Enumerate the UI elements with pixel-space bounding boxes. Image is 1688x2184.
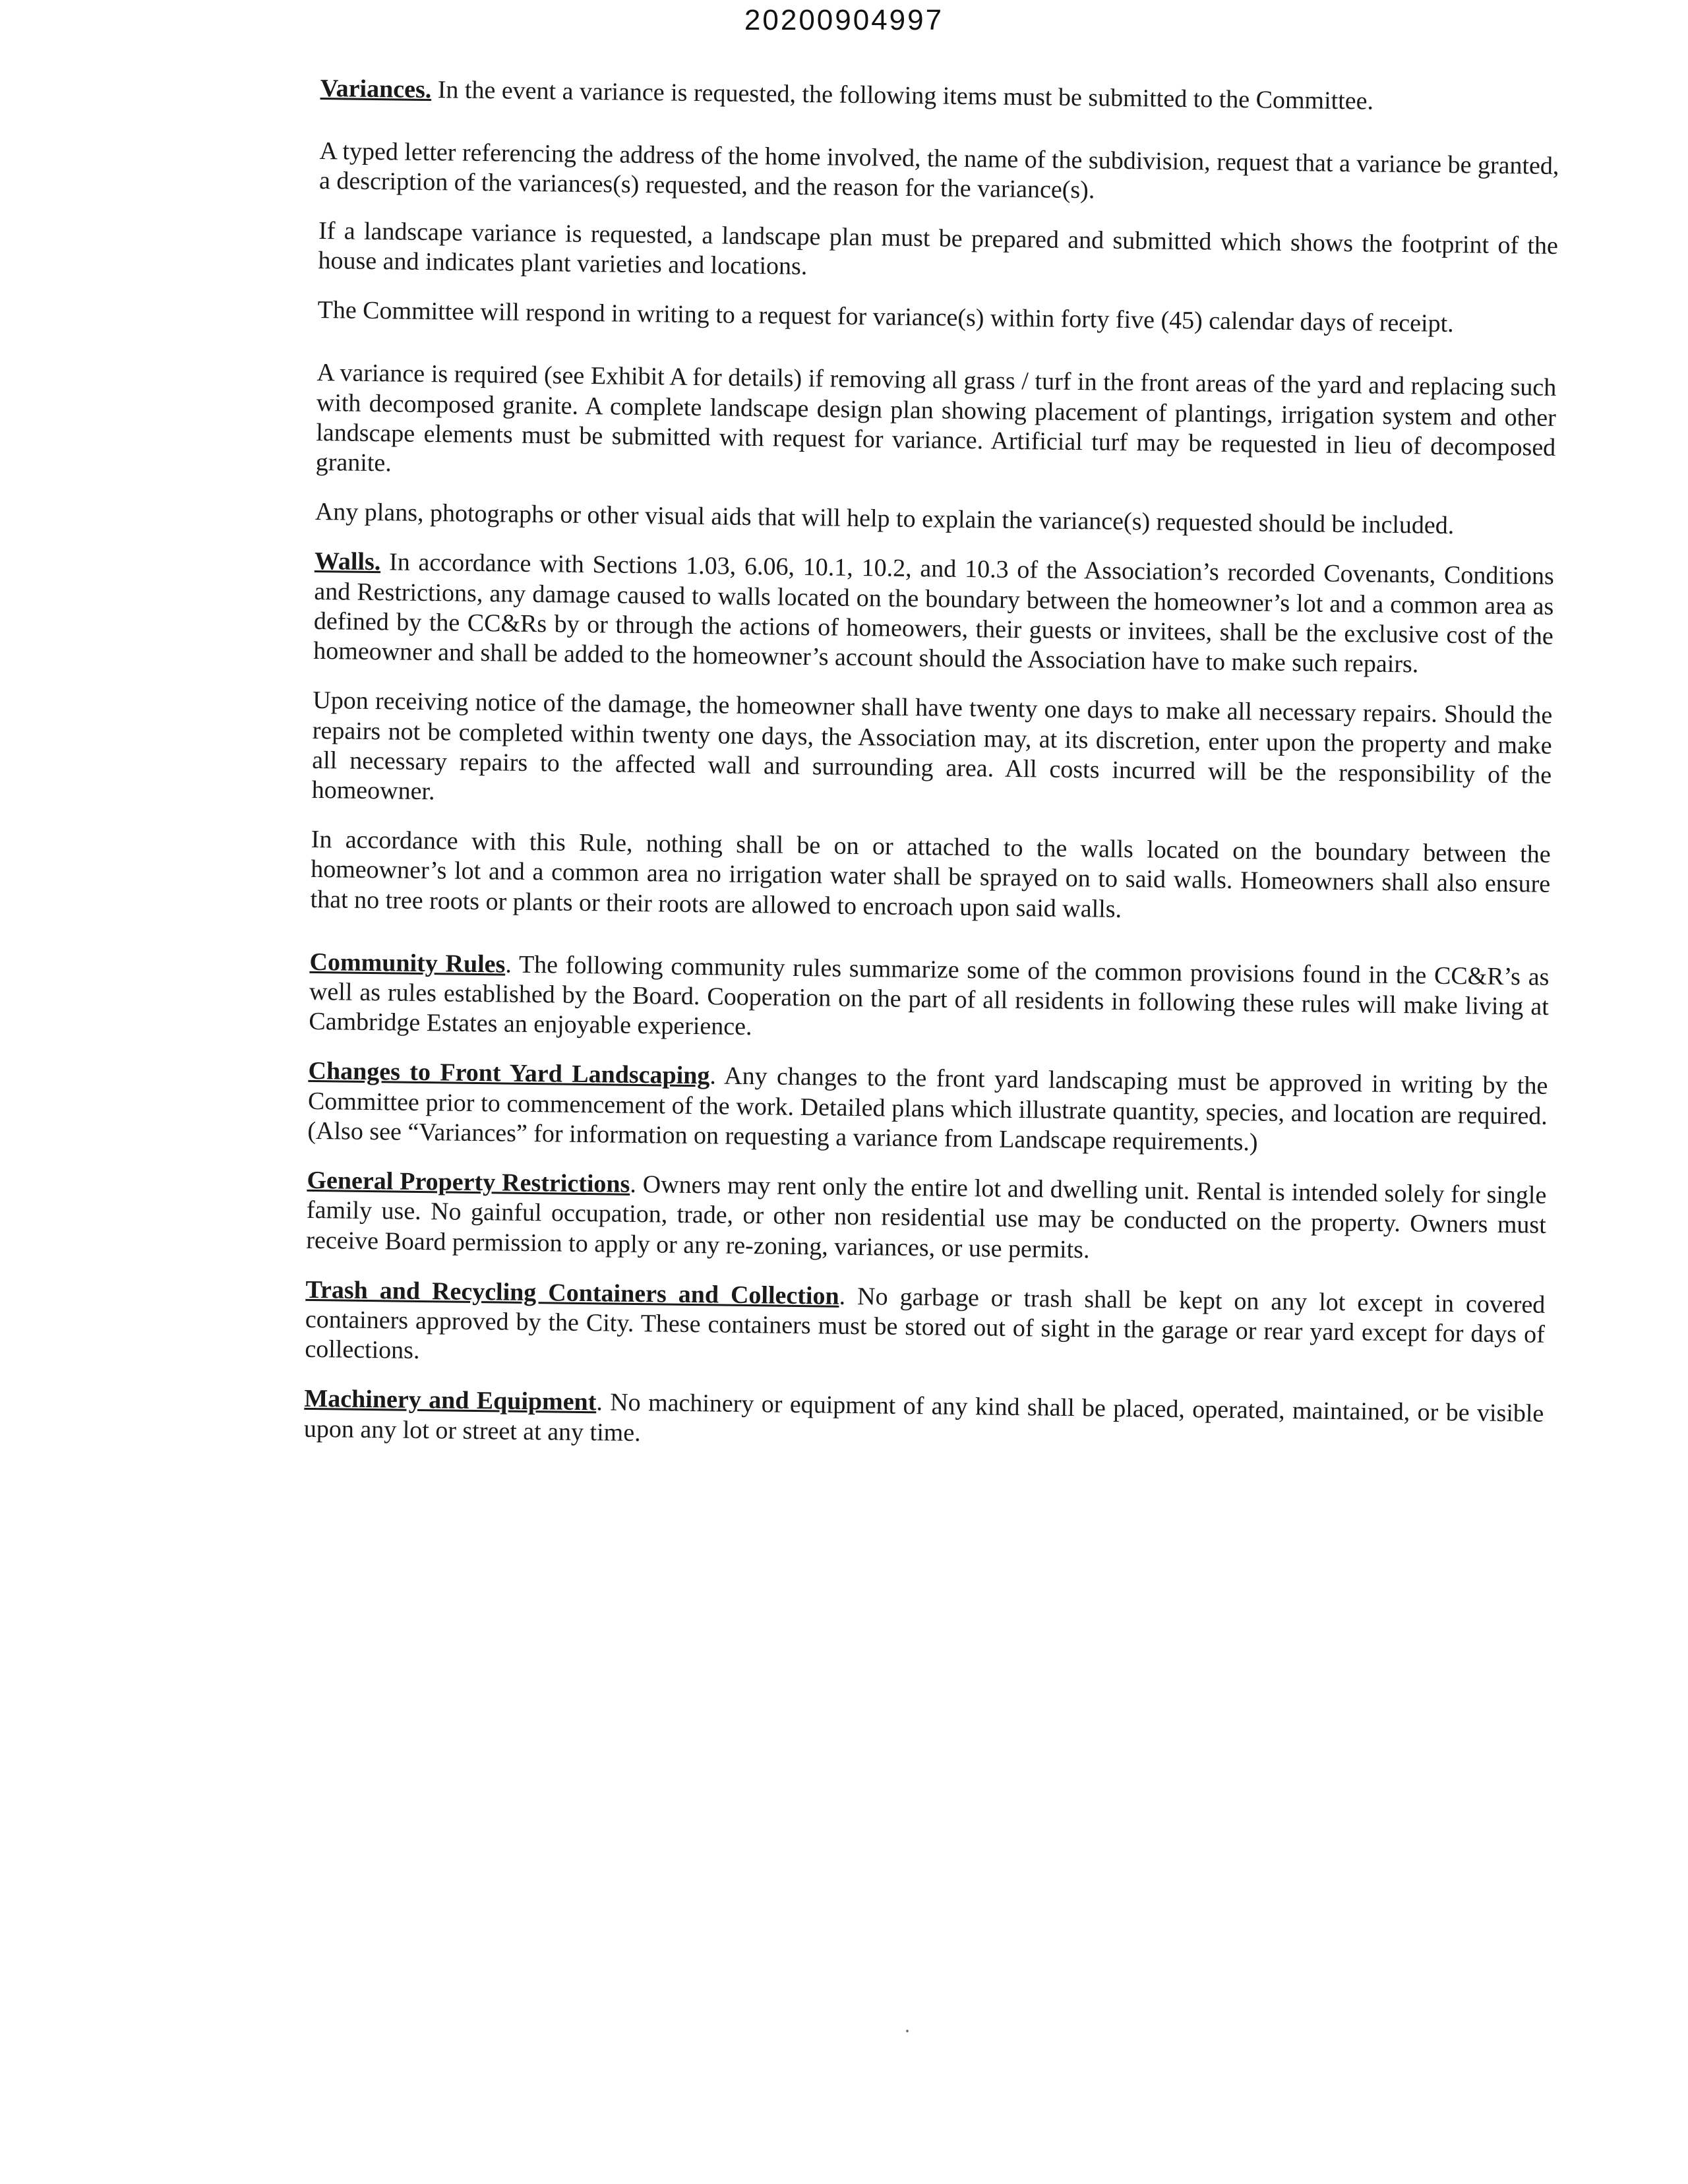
paragraph-committee-response [317, 295, 1557, 340]
paragraph-typed-letter [319, 136, 1559, 211]
document-number: 20200904997 [744, 4, 944, 36]
paragraph-text: . The following community rules summarize some of the common provisions found in the CC&R’s as well as rules established by the Board. Cooperation on the part of all residents in following these rules will make living at Cambridge Estates an enjoyable experience. [309, 950, 1550, 1041]
paragraph-damage-notice [311, 686, 1552, 820]
paragraph-text: If a landscape variance is requested, a landscape plan must be prepared and submitted which shows the footprint of the house and indicates plant varieties and locations. [318, 216, 1559, 280]
paragraph-variances [320, 74, 1559, 119]
paragraph-text: A typed letter referencing the address of the home involved, the name of the subdivision, request that a variance be granted, a description of the variances(s) requested, and the reason for the variance(s). [318, 137, 1559, 204]
paragraph-community-rules [309, 948, 1550, 1052]
heading-variances: Variances. [320, 74, 432, 104]
paragraph-machinery [304, 1384, 1544, 1459]
paragraph-text: In accordance with this Rule, nothing shall be on or attached to the walls located on the boundary between the homeowner’s lot and a common area no irrigation water shall be sprayed on to said walls. Homeowners shall also ensure that no tree roots or plants or their roots are allowed to encroach upon said walls. [310, 826, 1551, 923]
paragraph-text: . Owners may rent only the entire lot and dwelling unit. Rental is intended solely for single family use. No gainful occupation, trade, or other non residential use may be conducted on the property. Owners must receive Board permission to apply or any re-zoning, variances, or use permits. [306, 1170, 1547, 1263]
paragraph-visual-aids [315, 497, 1555, 542]
heading-trash-recycling: Trash and Recycling Containers and Collection [305, 1275, 839, 1310]
heading-front-yard-landscaping: Changes to Front Yard Landscaping [308, 1057, 710, 1090]
paragraph-walls [313, 547, 1554, 681]
paragraph-text: Upon receiving notice of the damage, the homeowner shall have twenty one days to make all necessary repairs. Should the repairs not be completed within twenty one days, the Association may, at its discretion, enter upon the property and make all necessary repairs to the affected wall and surrounding area. All costs incurred will be the responsibility of the homeowner. [311, 686, 1553, 806]
paragraph-property-restrictions [306, 1166, 1547, 1271]
paragraph-turf-variance [316, 358, 1557, 493]
heading-community-rules: Community Rules [309, 948, 506, 979]
heading-machinery: Machinery and Equipment [304, 1385, 597, 1416]
paragraph-text: . No machinery or equipment of any kind shall be placed, operated, maintained, or be visible upon any lot or street at any time. [303, 1388, 1544, 1447]
paragraph-front-yard-landscaping [307, 1056, 1548, 1161]
paragraph-trash-recycling [305, 1275, 1546, 1380]
scan-speck [906, 2030, 909, 2032]
paragraph-walls-rule [310, 825, 1551, 930]
paragraph-text: . Any changes to the front yard landscaping must be approved in writing by the Committee prior to commencement of the work. Detailed plans which illustrate quantity, species, and location are required. (Also see “Variances” for information on requesting a variance from Landscape requirements.) [307, 1062, 1548, 1157]
heading-property-restrictions: General Property Restrictions [307, 1167, 630, 1198]
paragraph-text: In the event a variance is requested, the following items must be submitted to the Committee. [431, 76, 1374, 115]
paragraph-landscape-variance [318, 216, 1558, 291]
heading-walls: Walls. [314, 547, 381, 576]
paragraph-text: Any plans, photographs or other visual aids that will help to explain the variance(s) requested should be included. [315, 498, 1455, 540]
paragraph-text: A variance is required (see Exhibit A for details) if removing all grass / turf in the front areas of the yard and replacing such with decomposed granite. A complete landscape design plan showing placement of plantings, irrigation system and other landscape elements must be submitted with request for variance. Artificial turf may be requested in lieu of decomposed granite. [315, 359, 1557, 477]
paragraph-text: . No garbage or trash shall be kept on any lot except in covered containers approved by the City. These containers must be stored out of sight in the garage or rear yard except for days of collections. [305, 1282, 1546, 1365]
document-page [303, 74, 1560, 1479]
paragraph-text: The Committee will respond in writing to a request for variance(s) within forty five (45) calendar days of receipt. [317, 296, 1454, 338]
paragraph-text: In accordance with Sections 1.03, 6.06, 10.1, 10.2, and 10.3 of the Association’s recorded Covenants, Conditions and Restrictions, any damage caused to walls located on the boundary between the homeowner’s lot and a common area as defined by the CC&Rs by or through the actions of homeowers, their guests or invitees, shall be the exclusive cost of the homeowner and shall be added to the homeowner’s account should the Association have to make such repairs. [313, 548, 1555, 679]
